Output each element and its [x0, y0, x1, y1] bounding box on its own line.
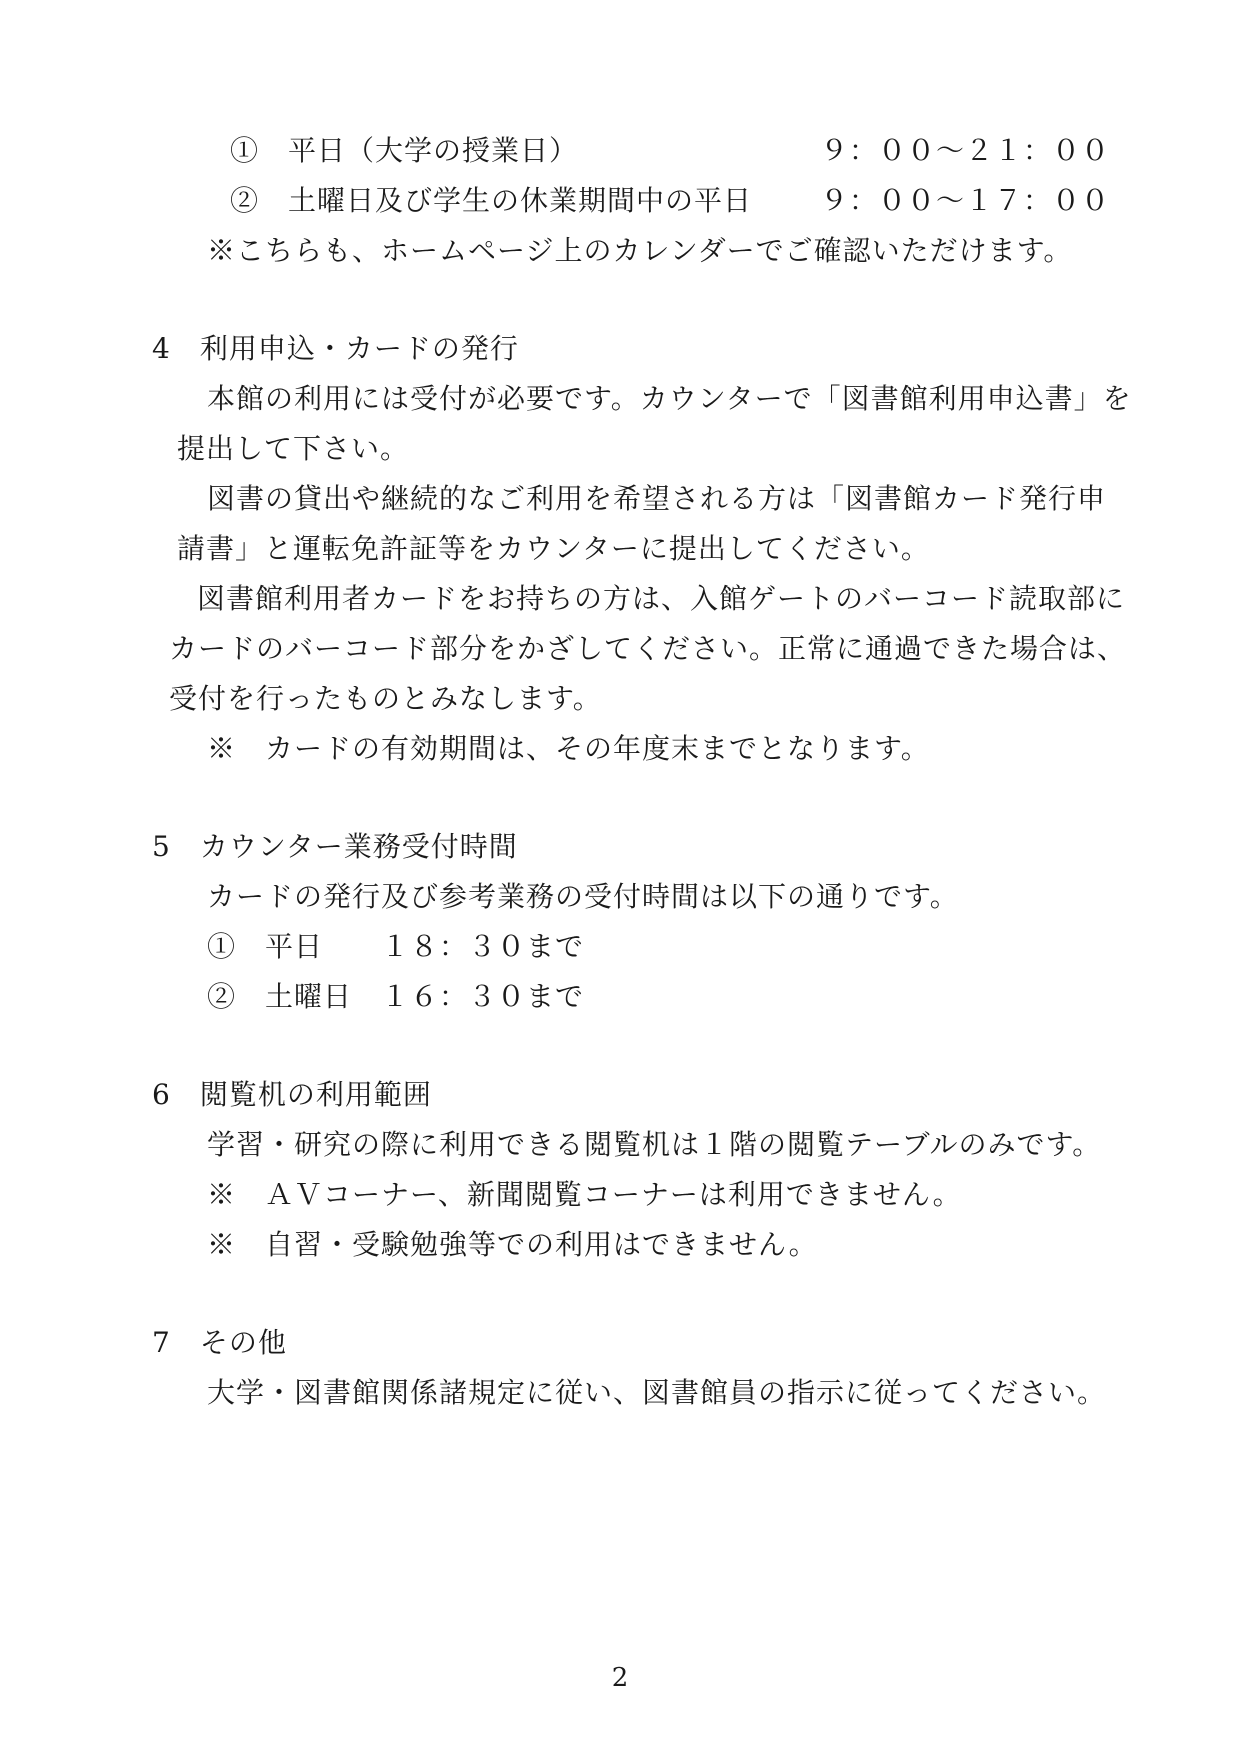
section4-paragraph3-line3: 受付を行ったものとみなします。 — [169, 682, 602, 715]
hours-holiday-time: ９：００～１７：００ — [820, 184, 1111, 217]
section4-paragraph2-line2: 請書」と運転免許証等をカウンターに提出してください。 — [177, 532, 930, 565]
section6-note1: ※ ＡＶコーナー、新聞閲覧コーナーは利用できません。 — [207, 1178, 962, 1211]
section5-item-saturday: ② 土曜日 １６：３０まで — [207, 980, 585, 1013]
hours-weekday-time: ９：００～２１：００ — [820, 134, 1111, 167]
section5-intro: カードの発行及び参考業務の受付時間は以下の通りです。 — [207, 880, 959, 913]
page-number: 2 — [611, 1663, 629, 1693]
section4-heading: 4 利用申込・カードの発行 — [152, 332, 519, 365]
section5-item-weekday: ① 平日 １８：３０まで — [207, 930, 585, 963]
section6-body: 学習・研究の際に利用できる閲覧机は１階の閲覧テーブルのみです。 — [207, 1128, 1102, 1161]
section4-note: ※ カードの有効期間は、その年度末までとなります。 — [207, 732, 930, 765]
section4-paragraph1-line2: 提出して下さい。 — [177, 432, 410, 465]
section4-paragraph2-line1: 図書の貸出や継続的なご利用を希望される方は「図書館カード発行申 — [207, 482, 1107, 515]
calendar-note: ※こちらも、ホームページ上のカレンダーでご確認いただけます。 — [207, 234, 1073, 267]
hours-weekday-label: ① 平日（大学の授業日） — [230, 134, 579, 167]
section4-paragraph3-line1: 図書館利用者カードをお持ちの方は、入館ゲートのバーコード読取部に — [197, 582, 1126, 615]
section7-body: 大学・図書館関係諸規定に従い、図書館員の指示に従ってください。 — [207, 1376, 1107, 1409]
section6-note2: ※ 自習・受験勉強等での利用はできません。 — [207, 1228, 818, 1261]
section7-heading: 7 その他 — [152, 1326, 287, 1359]
section6-heading: 6 閲覧机の利用範囲 — [152, 1078, 432, 1111]
hours-holiday-label: ② 土曜日及び学生の休業期間中の平日 — [230, 184, 753, 217]
section4-paragraph3-line2: カードのバーコード部分をかざしてください。正常に通過できた場合は、 — [169, 632, 1127, 665]
section4-paragraph1-line1: 本館の利用には受付が必要です。カウンターで「図書館利用申込書」を — [207, 382, 1132, 415]
section5-heading: 5 カウンター業務受付時間 — [152, 830, 518, 863]
